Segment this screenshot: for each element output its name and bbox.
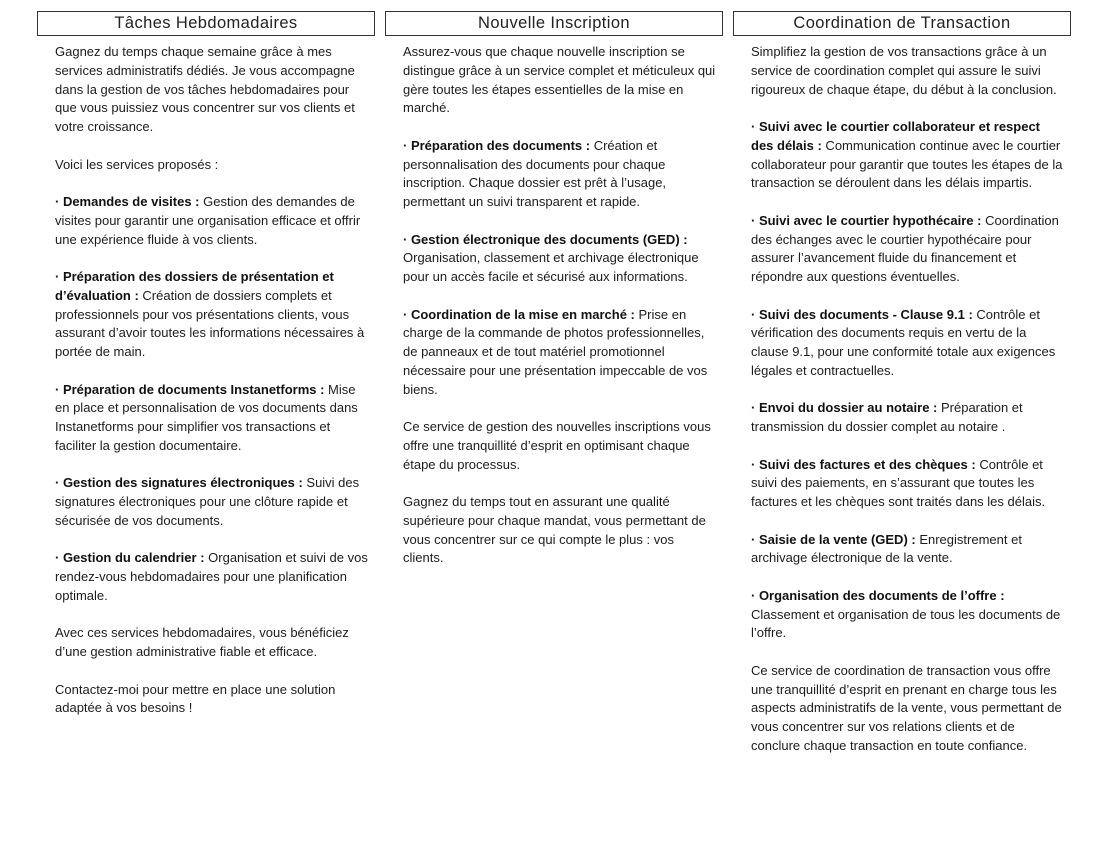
paragraph [55,156,369,175]
service-description: Prise en charge de la commande de photos professionnelles, de panneaux et de tout matériel promotionnel nécessaire pour une présentation impeccable de vos biens. [403,306,708,397]
service-name: · Demandes de visites : [55,194,200,209]
column-coordination-de-transaction [733,11,1071,756]
paragraph [751,43,1065,99]
paragraph [403,493,717,568]
service-name: · Gestion du calendrier : [55,550,205,566]
service-name: · Préparation des documents : [403,137,591,153]
service-description: Préparation et transmission du dossier complet au notaire . [751,400,1023,434]
paragraph [403,418,717,474]
column-nouvelle-inscription [385,11,723,568]
service-item [403,306,717,400]
service-item [403,231,717,287]
service-description: Organisation, classement et archivage électronique pour un accès facile et sécurisé aux informations. [403,250,699,284]
paragraph-text: Gagnez du temps tout en assurant une qualité supérieure pour chaque mandat, vous permettant de vous concentrer sur ce qui compte le plus : vos clients. [403,494,706,566]
column-title: Coordination de Transaction [733,11,1071,36]
column-body [733,36,1071,756]
service-item [55,381,369,456]
service-description: Communication continue avec le courtier collaborateur pour garantir que toutes les étapes de la transaction se déroulent dans les délais impartis. [751,137,1063,191]
paragraph [403,43,717,118]
service-item [751,399,1065,437]
service-name: · Suivi avec le courtier collaborateur et respect des délais : [751,119,1041,153]
service-name: · Gestion des signatures électroniques : [55,475,303,491]
paragraph-text: Avec ces services hebdomadaires, vous bénéficiez d’une gestion administrative fiable et efficace. [55,625,349,659]
column-title: Tâches Hebdomadaires [37,11,375,36]
service-name: · Saisie de la vente (GED) : [751,531,916,547]
service-item [55,193,369,249]
service-description: Classement et organisation de tous les documents de l’offre. [751,606,1061,641]
service-description: Enregistrement et archivage électronique de la vente. [751,531,1022,566]
paragraph-text: Ce service de coordination de transaction vous offre une tranquillité d’esprit en prenant en charge tous les aspects administratifs de la vente, vous permettant de vous concentrer sur vos relations clients et de conclure chaque transaction en toute confiance. [751,662,1062,753]
paragraph [751,662,1065,756]
service-item [751,587,1065,643]
paragraph [55,681,369,719]
service-name: · Suivi des documents - Clause 9.1 : [751,306,973,322]
service-name: · Suivi avec le courtier hypothécaire : [751,212,982,228]
service-item [751,531,1065,569]
service-name: · Organisation des documents de l’offre : [751,587,1005,603]
service-description: Mise en place et personnalisation de vos documents dans Instanetforms pour simplifier vos transactions et faciliter la gestion documentaire. [55,381,358,453]
service-item [751,212,1065,287]
service-name: · Suivi des factures et des chèques : [751,456,976,472]
service-name: · Gestion électronique des documents (GED) : [403,231,688,247]
service-description: Création de dossiers complets et professionnels pour vos présentations clients, vous assurant d’avoir toutes les informations nécessaires à portée de main. [55,287,365,359]
service-description: Création et personnalisation des documents pour chaque inscription. Chaque dossier est prêt à l’usage, permettant un suivi transparent et rapide. [403,137,667,209]
service-item [751,306,1065,381]
service-description: Contrôle et vérification des documents requis en vertu de la clause 9.1, pour une conformité totale aux exigences légales et contractuelles. [751,306,1056,378]
service-item [55,268,369,362]
service-description: Coordination des échanges avec le courtier hypothécaire pour assurer l’avancement fluide du financement et répondre aux questions éventuelles. [751,212,1059,284]
service-name: · Envoi du dossier au notaire : [751,400,938,416]
paragraph-text: Assurez-vous que chaque nouvelle inscription se distingue grâce à un service complet et méticuleux qui gère toutes les étapes essentielles de la mise en marché. [403,44,716,116]
service-item [403,137,717,212]
service-name: · Préparation des dossiers de présentation et d’évaluation : [55,269,334,303]
paragraph [55,624,369,662]
service-description: Gestion des demandes de visites pour garantir une organisation efficace et offrir une expérience fluide à vos clients. [55,194,361,247]
service-description: Organisation et suivi de vos rendez-vous hebdomadaires pour une planification optimale. [55,550,368,603]
service-item [751,456,1065,512]
service-item [751,118,1065,193]
column-title: Nouvelle Inscription [385,11,723,36]
service-description: Contrôle et suivi des paiements, en s’assurant que toutes les factures et les chèques sont traités dans les délais. [751,456,1046,509]
service-item [55,549,369,605]
paragraph-text: Simplifiez la gestion de vos transactions grâce à un service de coordination complet qui assure le suivi rigoureux de chaque étape, du début à la conclusion. [751,44,1057,97]
service-name: · Coordination de la mise en marché : [403,306,635,322]
paragraph-text: Gagnez du temps chaque semaine grâce à mes services administratifs dédiés. Je vous accompagne dans la gestion de vos tâches hebdomadaires pour que vous puissiez vous concentrer sur vos clients et votre croissance. [55,44,355,134]
paragraph-text: Contactez-moi pour mettre en place une solution adaptée à vos besoins ! [55,681,336,716]
column-body [37,36,375,718]
service-name: · Préparation de documents Instanetforms : [55,381,325,397]
paragraph-text: Ce service de gestion des nouvelles inscriptions vous offre une tranquillité d’esprit en optimisant chaque étape du processus. [403,419,711,472]
column-taches-hebdomadaires [37,11,375,718]
paragraph [55,43,369,137]
column-body [385,36,723,568]
service-item [55,474,369,530]
paragraph-text: Voici les services proposés : [55,156,219,172]
service-description: Suivi des signatures électroniques pour une clôture rapide et sécurisée de vos documents. [55,475,360,528]
